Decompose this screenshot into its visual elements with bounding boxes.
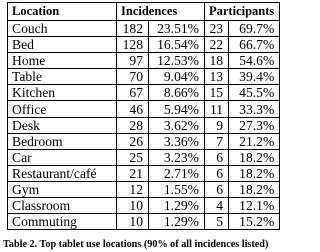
header-participants: Participants [205,3,280,21]
table-row [8,149,280,165]
incidence-percent-cell: 1.29% [149,198,205,214]
table-row [8,198,280,214]
incidence-count-cell: 97 [117,53,149,69]
participant-percent-cell: 18.2% [229,149,280,165]
location-cell: Classroom [8,198,117,214]
participant-percent-cell: 33.3% [229,101,280,117]
incidence-count-cell: 67 [117,85,149,101]
participant-count-cell: 15 [205,85,229,101]
table-row [8,101,280,117]
incidence-count-cell: 70 [117,69,149,85]
table-row [8,133,280,149]
participant-percent-cell: 45.5% [229,85,280,101]
incidence-count-cell: 25 [117,149,149,165]
incidence-percent-cell: 12.53% [149,53,205,69]
incidence-percent-cell: 1.55% [149,181,205,197]
incidence-count-cell: 21 [117,165,149,181]
participant-count-cell: 13 [205,69,229,85]
table-row [8,165,280,181]
location-cell: Car [8,149,117,165]
incidence-count-cell: 10 [117,214,149,230]
participant-count-cell: 4 [205,198,229,214]
location-cell: Office [8,101,117,117]
incidence-count-cell: 26 [117,133,149,149]
incidence-percent-cell: 3.36% [149,133,205,149]
location-cell: Home [8,53,117,69]
incidence-percent-cell: 3.23% [149,149,205,165]
location-cell: Bed [8,37,117,53]
incidence-count-cell: 28 [117,117,149,133]
locations-table-container [7,2,280,230]
participant-count-cell: 6 [205,165,229,181]
incidence-percent-cell: 23.51% [149,21,205,37]
table-row [8,21,280,37]
incidence-count-cell: 128 [117,37,149,53]
participant-percent-cell: 54.6% [229,53,280,69]
table-row [8,53,280,69]
location-cell: Commuting [8,214,117,230]
header-location: Location [8,3,117,21]
table-row [8,117,280,133]
participant-percent-cell: 27.3% [229,117,280,133]
participant-percent-cell: 39.4% [229,69,280,85]
table-header-row [8,3,280,21]
participant-percent-cell: 69.7% [229,21,280,37]
incidence-count-cell: 12 [117,181,149,197]
participant-percent-cell: 21.2% [229,133,280,149]
participant-percent-cell: 12.1% [229,198,280,214]
locations-table [7,2,280,230]
participant-percent-cell: 66.7% [229,37,280,53]
location-cell: Couch [8,21,117,37]
participant-percent-cell: 15.2% [229,214,280,230]
table-caption: Table 2. Top tablet use locations (90% of all incidences listed) [3,239,269,250]
location-cell: Restaurant/café [8,165,117,181]
location-cell: Kitchen [8,85,117,101]
participant-percent-cell: 18.2% [229,181,280,197]
incidence-percent-cell: 16.54% [149,37,205,53]
participant-count-cell: 5 [205,214,229,230]
participant-count-cell: 7 [205,133,229,149]
participant-count-cell: 23 [205,21,229,37]
incidence-percent-cell: 2.71% [149,165,205,181]
location-cell: Table [8,69,117,85]
incidence-count-cell: 46 [117,101,149,117]
location-cell: Desk [8,117,117,133]
incidence-percent-cell: 1.29% [149,214,205,230]
table-row [8,69,280,85]
incidence-count-cell: 182 [117,21,149,37]
participant-count-cell: 9 [205,117,229,133]
incidence-percent-cell: 9.04% [149,69,205,85]
participant-count-cell: 6 [205,181,229,197]
participant-count-cell: 22 [205,37,229,53]
incidence-percent-cell: 3.62% [149,117,205,133]
incidence-count-cell: 10 [117,198,149,214]
table-row [8,181,280,197]
incidence-percent-cell: 8.66% [149,85,205,101]
table-row [8,214,280,230]
participant-count-cell: 18 [205,53,229,69]
location-cell: Bedroom [8,133,117,149]
table-row [8,85,280,101]
location-cell: Gym [8,181,117,197]
header-incidences: Incidences [117,3,205,21]
table-row [8,37,280,53]
participant-count-cell: 11 [205,101,229,117]
incidence-percent-cell: 5.94% [149,101,205,117]
participant-percent-cell: 18.2% [229,165,280,181]
participant-count-cell: 6 [205,149,229,165]
